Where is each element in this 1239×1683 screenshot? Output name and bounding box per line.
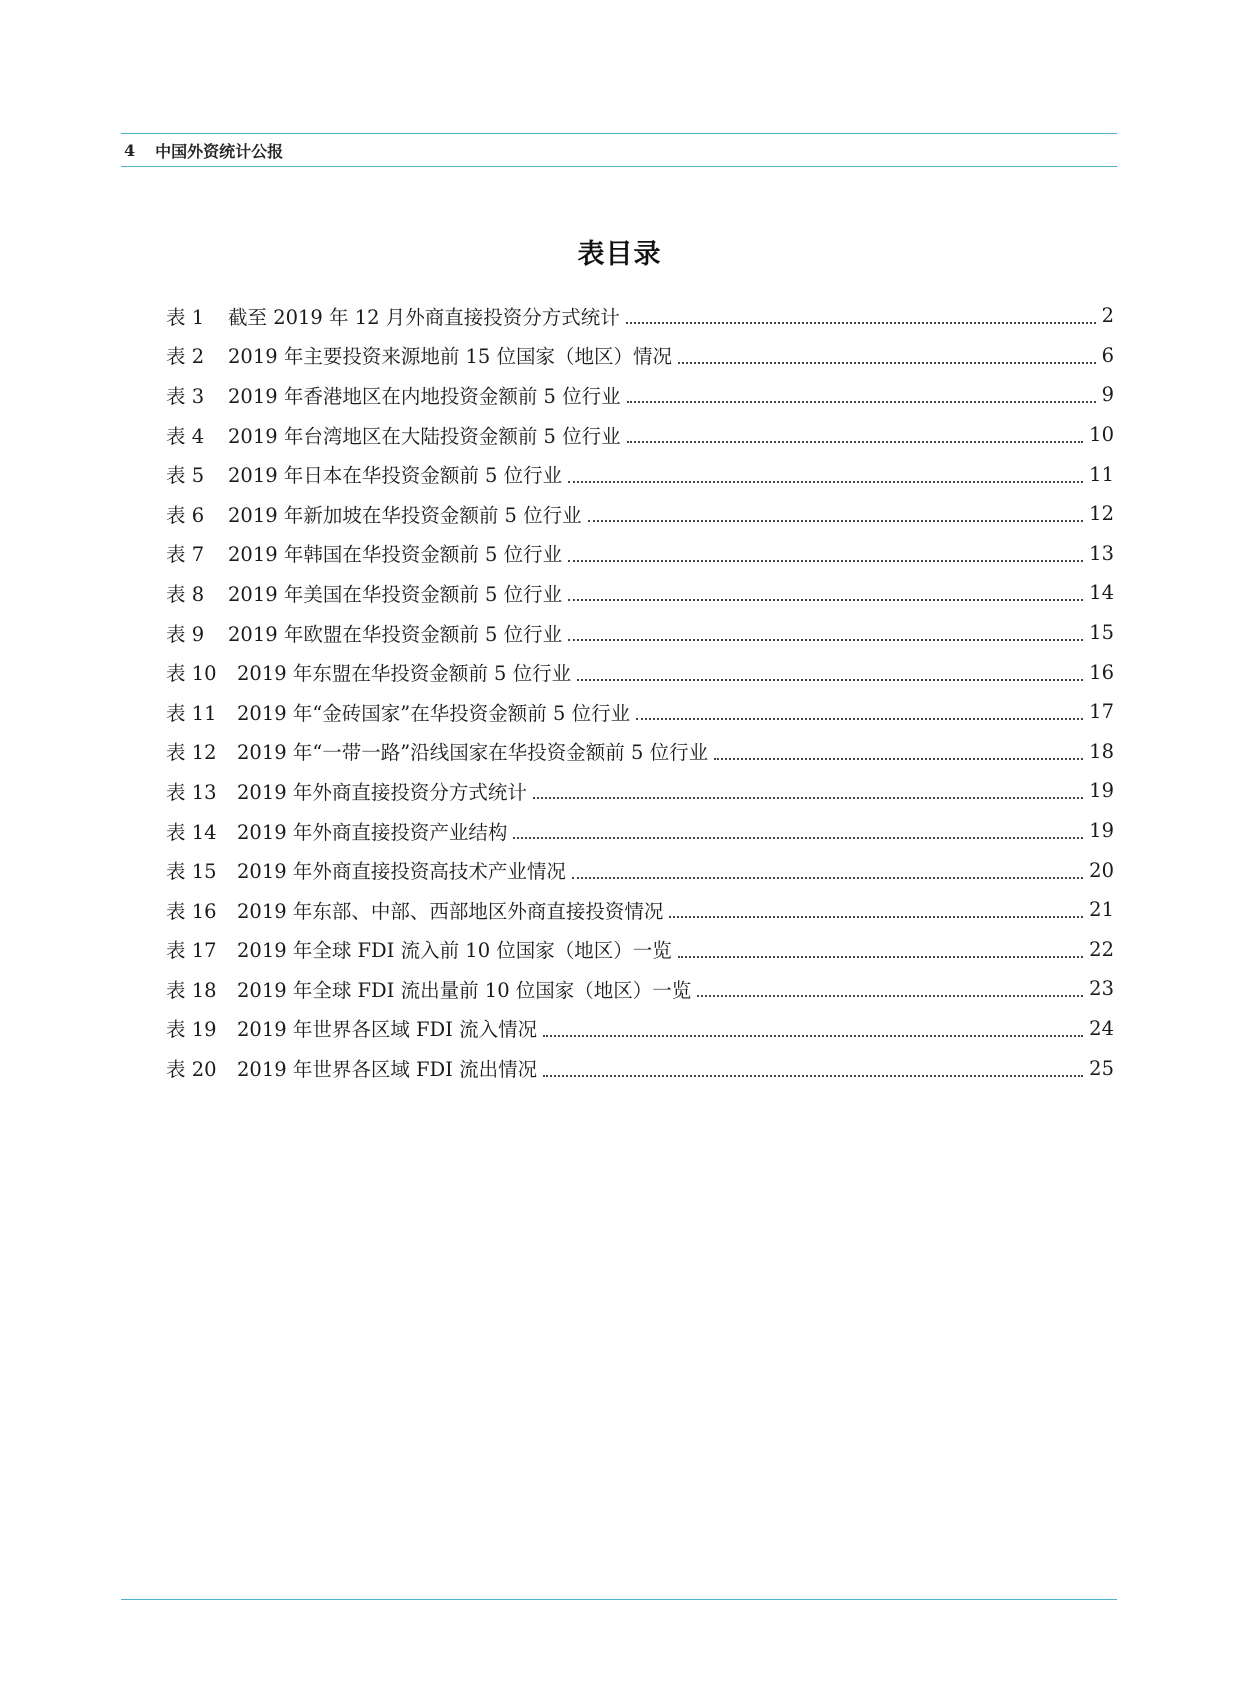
toc-entry-label: 2019 年外商直接投资分方式统计 [237, 780, 527, 804]
toc-leader-dots [572, 876, 1083, 879]
table-of-contents [166, 296, 1114, 1088]
toc-entry-number: 表 14 [166, 820, 217, 844]
toc-entry[interactable] [166, 534, 1114, 574]
toc-entry[interactable] [166, 732, 1114, 772]
toc-leader-dots [543, 1074, 1083, 1077]
toc-entry-page: 6 [1101, 343, 1114, 367]
toc-entry[interactable] [166, 890, 1114, 930]
toc-entry-page: 20 [1089, 858, 1114, 882]
toc-entry-number: 表 3 [166, 384, 205, 408]
toc-entry-page: 10 [1089, 423, 1114, 447]
toc-leader-dots [678, 955, 1083, 958]
toc-entry-page: 21 [1089, 898, 1114, 922]
toc-entry[interactable] [166, 930, 1114, 970]
header-page-number: 4 [124, 140, 136, 160]
toc-entry-label: 2019 年全球 FDI 流入前 10 位国家（地区）一览 [237, 939, 672, 963]
toc-entry-number: 表 4 [166, 424, 205, 448]
toc-entry-page: 18 [1089, 739, 1114, 763]
toc-entry-number: 表 11 [166, 701, 217, 725]
toc-leader-dots [568, 559, 1083, 562]
toc-entry-page: 23 [1089, 977, 1114, 1001]
toc-entry-label: 2019 年东部、中部、西部地区外商直接投资情况 [237, 899, 664, 923]
toc-entry-label: 截至 2019 年 12 月外商直接投资分方式统计 [228, 305, 620, 329]
toc-entry-page: 25 [1089, 1056, 1114, 1080]
toc-entry[interactable] [166, 652, 1114, 692]
toc-entry-number: 表 17 [166, 939, 217, 963]
toc-entry-label: 2019 年全球 FDI 流出量前 10 位国家（地区）一览 [237, 978, 692, 1002]
toc-entry[interactable] [166, 573, 1114, 613]
toc-entry-page: 22 [1089, 937, 1114, 961]
toc-entry-number: 表 10 [166, 662, 217, 686]
toc-entry-label: 2019 年世界各区域 FDI 流出情况 [237, 1058, 538, 1082]
toc-entry-label: 2019 年外商直接投资高技术产业情况 [237, 860, 566, 884]
toc-entry-label: 2019 年主要投资来源地前 15 位国家（地区）情况 [228, 345, 673, 369]
toc-entry-number: 表 8 [166, 582, 205, 606]
toc-entry-number: 表 13 [166, 780, 217, 804]
toc-leader-dots [678, 361, 1096, 364]
toc-entry-label: 2019 年香港地区在内地投资金额前 5 位行业 [228, 384, 621, 408]
toc-leader-dots [568, 638, 1083, 641]
toc-entry-page: 15 [1089, 621, 1114, 645]
toc-entry-page: 19 [1089, 819, 1114, 843]
toc-leader-dots [627, 440, 1084, 443]
toc-entry[interactable] [166, 454, 1114, 494]
toc-leader-dots [669, 915, 1083, 918]
toc-entry[interactable] [166, 415, 1114, 455]
toc-entry-page: 24 [1089, 1016, 1114, 1040]
toc-entry-number: 表 20 [166, 1058, 217, 1082]
toc-leader-dots [626, 321, 1096, 324]
toc-entry[interactable] [166, 1048, 1114, 1088]
toc-entry[interactable] [166, 1009, 1114, 1049]
toc-entry[interactable] [166, 494, 1114, 534]
header-bottom-rule [121, 166, 1117, 167]
toc-entry-label: 2019 年外商直接投资产业结构 [237, 820, 508, 844]
toc-leader-dots [577, 678, 1083, 681]
toc-entry-label: 2019 年“一带一路”沿线国家在华投资金额前 5 位行业 [237, 741, 709, 765]
toc-entry-number: 表 7 [166, 543, 205, 567]
running-header [124, 138, 283, 162]
toc-entry-page: 9 [1101, 383, 1114, 407]
toc-entry-number: 表 16 [166, 899, 217, 923]
toc-entry-page: 19 [1089, 779, 1114, 803]
toc-entry-number: 表 12 [166, 741, 217, 765]
toc-entry-label: 2019 年欧盟在华投资金额前 5 位行业 [228, 622, 563, 646]
toc-entry-label: 2019 年韩国在华投资金额前 5 位行业 [228, 543, 563, 567]
toc-entry-page: 13 [1089, 541, 1114, 565]
page-title: 表目录 [577, 239, 662, 270]
toc-entry[interactable] [166, 771, 1114, 811]
toc-entry-page: 16 [1089, 660, 1114, 684]
toc-entry-number: 表 18 [166, 978, 217, 1002]
header-publication-title: 中国外资统计公报 [155, 141, 284, 161]
toc-entry[interactable] [166, 375, 1114, 415]
toc-entry-number: 表 19 [166, 1018, 217, 1042]
toc-leader-dots [714, 757, 1083, 760]
toc-entry-label: 2019 年“金砖国家”在华投资金额前 5 位行业 [237, 701, 631, 725]
toc-leader-dots [588, 519, 1084, 522]
toc-leader-dots [513, 836, 1083, 839]
toc-leader-dots [568, 598, 1083, 601]
toc-entry[interactable] [166, 336, 1114, 376]
toc-entry[interactable] [166, 613, 1114, 653]
toc-entry-page: 14 [1089, 581, 1114, 605]
toc-entry-page: 2 [1101, 304, 1114, 328]
toc-entry-label: 2019 年世界各区域 FDI 流入情况 [237, 1018, 538, 1042]
toc-entry[interactable] [166, 692, 1114, 732]
footer-rule [121, 1599, 1117, 1600]
toc-entry-number: 表 1 [166, 305, 205, 329]
toc-entry-number: 表 2 [166, 345, 205, 369]
toc-entry-number: 表 15 [166, 860, 217, 884]
toc-entry-label: 2019 年台湾地区在大陆投资金额前 5 位行业 [228, 424, 621, 448]
toc-entry-label: 2019 年美国在华投资金额前 5 位行业 [228, 582, 563, 606]
toc-leader-dots [697, 994, 1083, 997]
toc-entry[interactable] [166, 811, 1114, 851]
toc-leader-dots [543, 1034, 1083, 1037]
header-top-rule [121, 133, 1117, 134]
toc-leader-dots [627, 400, 1096, 403]
toc-entry-page: 12 [1089, 502, 1114, 526]
toc-entry-label: 2019 年日本在华投资金额前 5 位行业 [228, 464, 563, 488]
toc-entry[interactable] [166, 850, 1114, 890]
toc-leader-dots [636, 717, 1083, 720]
toc-entry-number: 表 9 [166, 622, 205, 646]
toc-leader-dots [533, 796, 1083, 799]
toc-entry-label: 2019 年东盟在华投资金额前 5 位行业 [237, 662, 572, 686]
toc-entry-number: 表 6 [166, 503, 205, 527]
toc-entry[interactable] [166, 969, 1114, 1009]
toc-entry-page: 11 [1089, 462, 1114, 486]
toc-leader-dots [568, 480, 1083, 483]
toc-entry[interactable] [166, 296, 1114, 336]
toc-entry-label: 2019 年新加坡在华投资金额前 5 位行业 [228, 503, 582, 527]
toc-entry-page: 17 [1089, 700, 1114, 724]
toc-entry-number: 表 5 [166, 464, 205, 488]
